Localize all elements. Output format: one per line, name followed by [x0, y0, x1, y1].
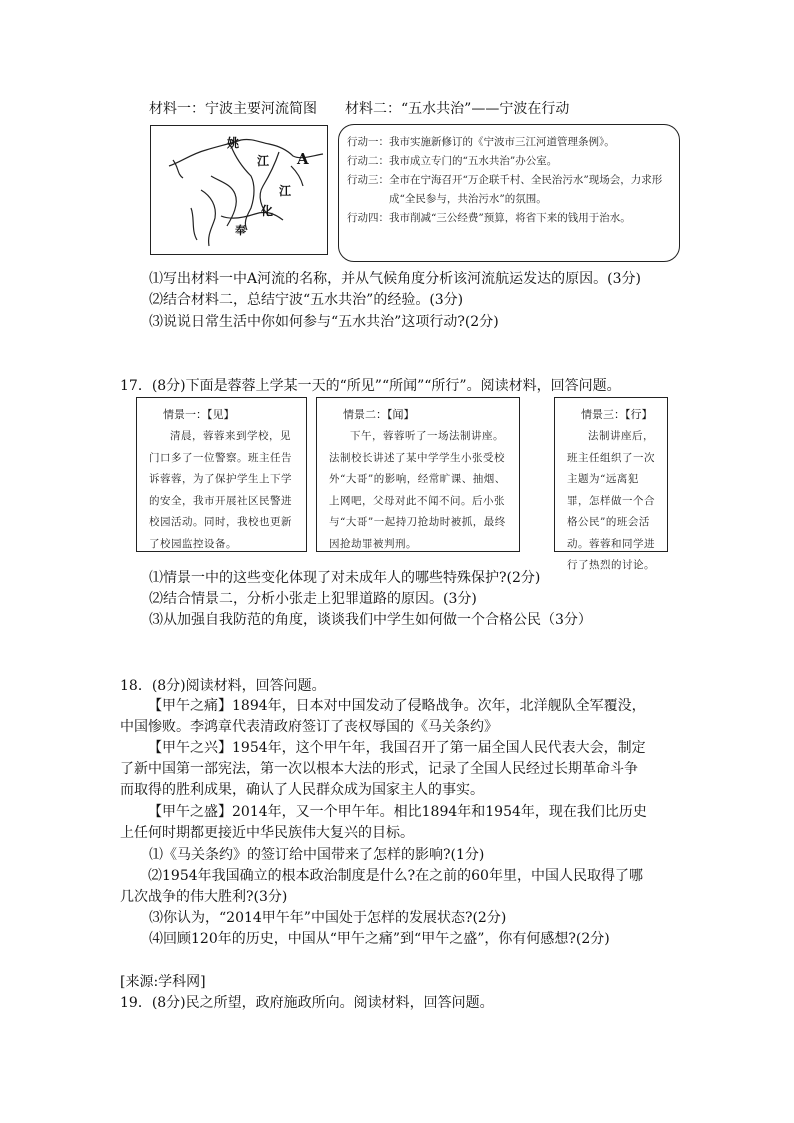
scene-body: 下午，蓉蓉听了一场法制讲座。法制校长讲述了某中学学生小张受校外“大哥”的影响，经常旷课、抽烟、上网吧，父母对此不闻不问。后小张与“大哥”一起持刀抢劫时被抓，最终因抢劫罪被判刑。: [329, 430, 506, 550]
action-item: 行动一： 我市实施新修订的《宁波市三江河道管理条例》。: [347, 136, 615, 148]
q17-question-1: ⑴情景一中的这些变化体现了对未成年人的哪些特殊保护?(2分): [149, 570, 541, 586]
map-label-yao: 姚: [227, 136, 240, 150]
q18-stem: 18．(8分)阅读材料，回答问题。: [120, 678, 326, 694]
material2-title: 材料二：“五水共治”——宁波在行动: [345, 101, 570, 117]
source-note: [来源:学科网]: [120, 974, 206, 990]
q19-stem: 19．(8分)民之所望，政府施政所向。阅读材料，回答问题。: [120, 995, 494, 1011]
map-label-feng: 奉: [235, 224, 246, 237]
q18-question-4: ⑷回顾120年的历史，中国从“甲午之痛”到“甲午之盛”，你有何感想?(2分): [149, 931, 610, 947]
scene-title: 情景二：【闻】: [343, 408, 415, 421]
map-label-jiang-2: 江: [279, 184, 292, 198]
scene-title: 情景三：【行】: [581, 408, 653, 421]
scene-body: 法制讲座后，班主任组织了一次主题为“远离犯罪，怎样做一个合格公民”的班会活动。蓉蓉和同学进行了热烈的讨论。: [567, 430, 655, 571]
scene-body: 清晨，蓉蓉来到学校，见门口多了一位警察。班主任告诉蓉蓉，为了保护学生上下学的安全，我市开展社区民警进校园活动。同时，我校也更新了校园监控设备。: [149, 430, 292, 550]
scene-card-see: [136, 397, 307, 552]
action-item: 行动四： 我市削减“三公经费”预算，将省下来的钱用于治水。: [347, 212, 631, 224]
q18-paragraph-prosper: 【甲午之盛】2014年，又一个甲午年。相比1894年和1954年，现在我们比历史上任何时期都更接近中华民族伟大复兴的目标。: [120, 804, 647, 841]
q16-question-1: ⑴写出材料一中A河流的名称，并从气候角度分析该河流航运发达的原因。(3分): [149, 271, 641, 287]
material1-title: 材料一：宁波主要河流简图: [149, 101, 317, 117]
q16-question-2: ⑵结合材料二，总结宁波“五水共治”的经验。(3分): [149, 292, 464, 308]
map-label-a: A: [297, 150, 309, 168]
ningbo-river-map: [150, 125, 328, 255]
q18-question-1: ⑴《马关条约》的签订给中国带来了怎样的影响?(1分): [149, 847, 485, 863]
action-item: 行动二： 我市成立专门的“五水共治”办公室。: [347, 155, 558, 167]
scene-card-hear: [316, 397, 520, 552]
q18-question-2: ⑵1954年我国确立的根本政治制度是什么?在之前的60年里，中国人民取得了哪几次战争的伟大胜利?(3分): [120, 868, 643, 905]
map-label-jiang-1: 江: [257, 154, 270, 168]
q17-question-3: ⑶从加强自我防范的角度，谈谈我们中学生如何做一个合格公民（3分）: [149, 612, 592, 628]
q17-question-2: ⑵结合情景二，分析小张走上犯罪道路的原因。(3分): [149, 591, 477, 607]
q16-question-3: ⑶说说日常生活中你如何参与“五水共治”这项行动?(2分): [149, 314, 499, 330]
q18-paragraph-pain: 【甲午之痛】1894年，日本对中国发动了侵略战争。次年，北洋舰队全军覆没，中国惨败。李鸿章代表清政府签订了丧权辱国的《马关条约》: [120, 698, 646, 735]
scene-card-act: [554, 397, 668, 571]
q17-stem: 17．(8分)下面是蓉蓉上学某一天的“所见”“所闻”“所行”。阅读材料，回答问题。: [120, 378, 621, 394]
q18-paragraph-rise: 【甲午之兴】1954年，这个甲午年，我国召开了第一届全国人民代表大会，制定了新中国第一部宪法，第一次以根本大法的形式，记录了全国人民经过长期革命斗争而取得的胜利成果，确认了人民群众成为国家主人的事实。: [120, 740, 646, 798]
wushui-action-box: [338, 124, 680, 262]
map-label-hua: 化: [261, 204, 274, 218]
action-item: 行动三： 全市在宁海召开“万企联千村、全民治污水”现场会，力求形成“全民参与，共治污水”的氛围。: [347, 174, 663, 205]
scene-title: 情景一：【见】: [163, 408, 235, 421]
q18-question-3: ⑶你认为，“2014甲午年”中国处于怎样的发展状态?(2分): [149, 910, 507, 926]
